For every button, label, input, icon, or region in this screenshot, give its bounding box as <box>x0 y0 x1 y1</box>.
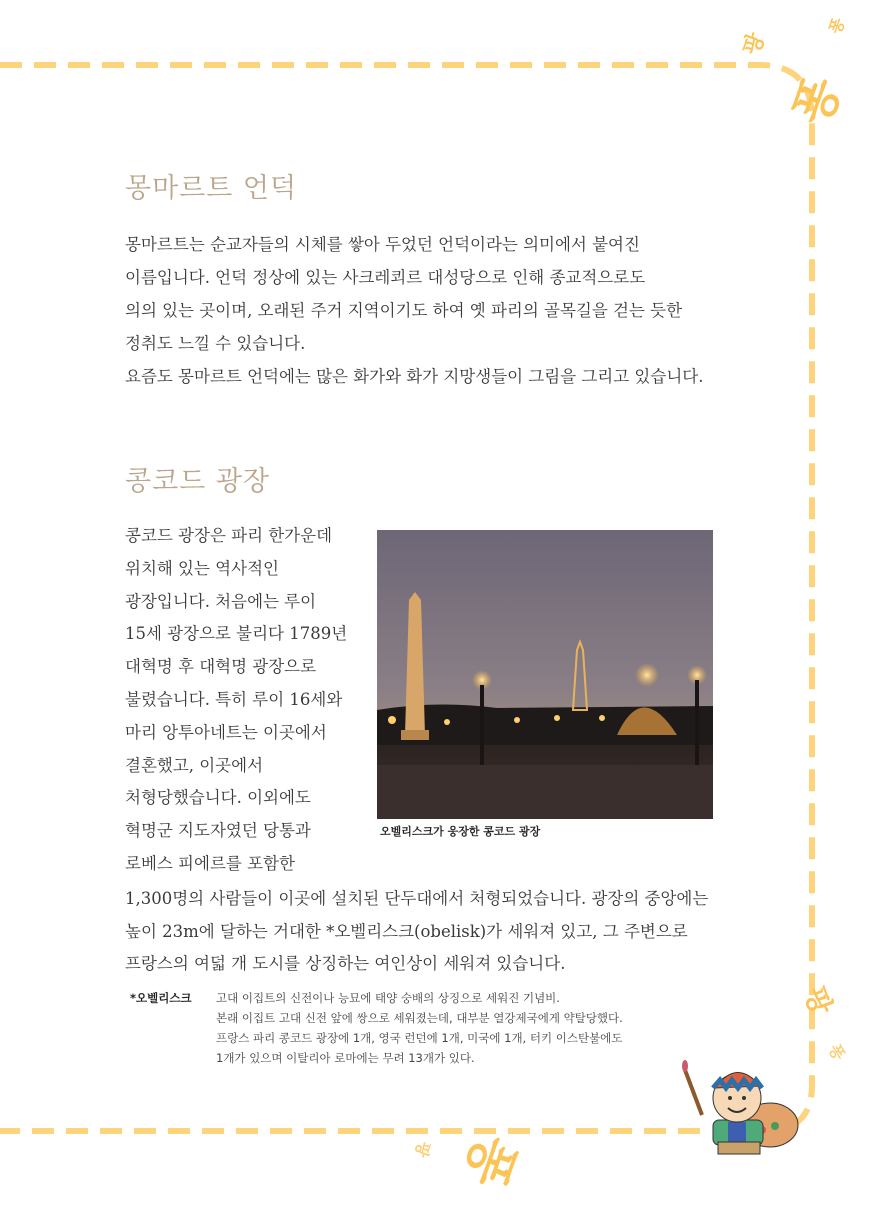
text-line: 처형당했습니다. 이외에도 <box>125 788 311 808</box>
concorde-photo <box>377 530 713 819</box>
decorative-letter: 퐁 <box>453 1126 527 1195</box>
footnote <box>130 988 623 1068</box>
text-line: 마리 앙투아네트는 이곳에서 <box>125 722 327 742</box>
text-line: 대혁명 후 대혁명 광장으로 <box>125 657 317 677</box>
text-line: 의의 있는 곳이며, 오래된 주거 지역이기도 하여 옛 파리의 골목길을 걷는 듯한 <box>125 301 683 320</box>
text-line: 불렸습니다. 특히 루이 16세와 <box>125 689 343 709</box>
text-line: 결혼했고, 이곳에서 <box>125 755 264 775</box>
text-line: 광장입니다. 처음에는 루이 <box>125 591 317 611</box>
section-title-montmartre: 몽마르트 언덕 <box>125 173 298 204</box>
text-line: 로베스 피에르를 포함한 <box>125 853 295 873</box>
decorative-letter: 퐁 <box>825 15 849 37</box>
footnote-line: 1개가 있으며 이탈리아 로마에는 무려 13개가 있다. <box>216 1051 475 1065</box>
montmartre-paragraph <box>125 228 703 393</box>
text-line: 프랑스의 여덟 개 도시를 상징하는 여인상이 세워져 있습니다. <box>125 954 566 974</box>
text-line: 혁명군 지도자였던 당통과 <box>125 821 311 841</box>
footnote-line: 고대 이집트의 신전이나 능묘에 태양 숭배의 상징으로 세워진 기념비. <box>216 991 560 1005</box>
text-line: 몽마르트는 순교자들의 시체를 쌓아 두었던 언덕이라는 의미에서 붙여진 <box>125 235 640 254</box>
text-line: 요즘도 몽마르트 언덕에는 많은 화가와 화가 지망생들이 그림을 그리고 있습니다. <box>125 367 704 386</box>
section-title-concorde: 콩코드 광장 <box>125 466 270 497</box>
text-line: 정취도 느낄 수 있습니다. <box>125 334 306 353</box>
footnote-line: 프랑스 파리 콩코드 광장에 1개, 영국 런던에 1개, 미국에 1개, 터키 이스탄불에도 <box>216 1031 623 1045</box>
text-line: 위치해 있는 역사적인 <box>125 558 279 578</box>
painter-character-illustration <box>680 1050 810 1155</box>
footnote-term: *오벨리스크 <box>130 991 192 1005</box>
footnote-line: 본래 이집트 고대 신전 앞에 쌍으로 세워졌는데, 대부분 열강제국에게 약탈당했다. <box>216 1011 623 1025</box>
text-line: 15세 광장으로 불리다 1789년 <box>125 624 348 644</box>
decorative-letter: 팡 <box>797 982 839 1019</box>
decorative-letter: 팡 <box>411 1138 435 1160</box>
text-line: 1,300명의 사람들이 이곳에 설치된 단두대에서 처형되었습니다. 광장의 중앙에는 <box>125 888 709 908</box>
text-line: 이름입니다. 언덕 정상에 있는 사크레쾨르 대성당으로 인해 종교적으로도 <box>125 268 646 287</box>
decorative-letter: 팡 <box>739 29 770 59</box>
text-line: 콩코드 광장은 파리 한가운데 <box>125 526 333 545</box>
text-line: 높이 23m에 달하는 거대한 *오벨리스크(obelisk)가 세워져 있고, 그 주변으로 <box>125 921 688 941</box>
photo-caption: 오벨리스크가 웅장한 콩코드 광장 <box>380 825 541 838</box>
decorative-letter: 퐁 <box>824 1040 849 1064</box>
decorative-letter: 퐁 <box>783 69 852 133</box>
